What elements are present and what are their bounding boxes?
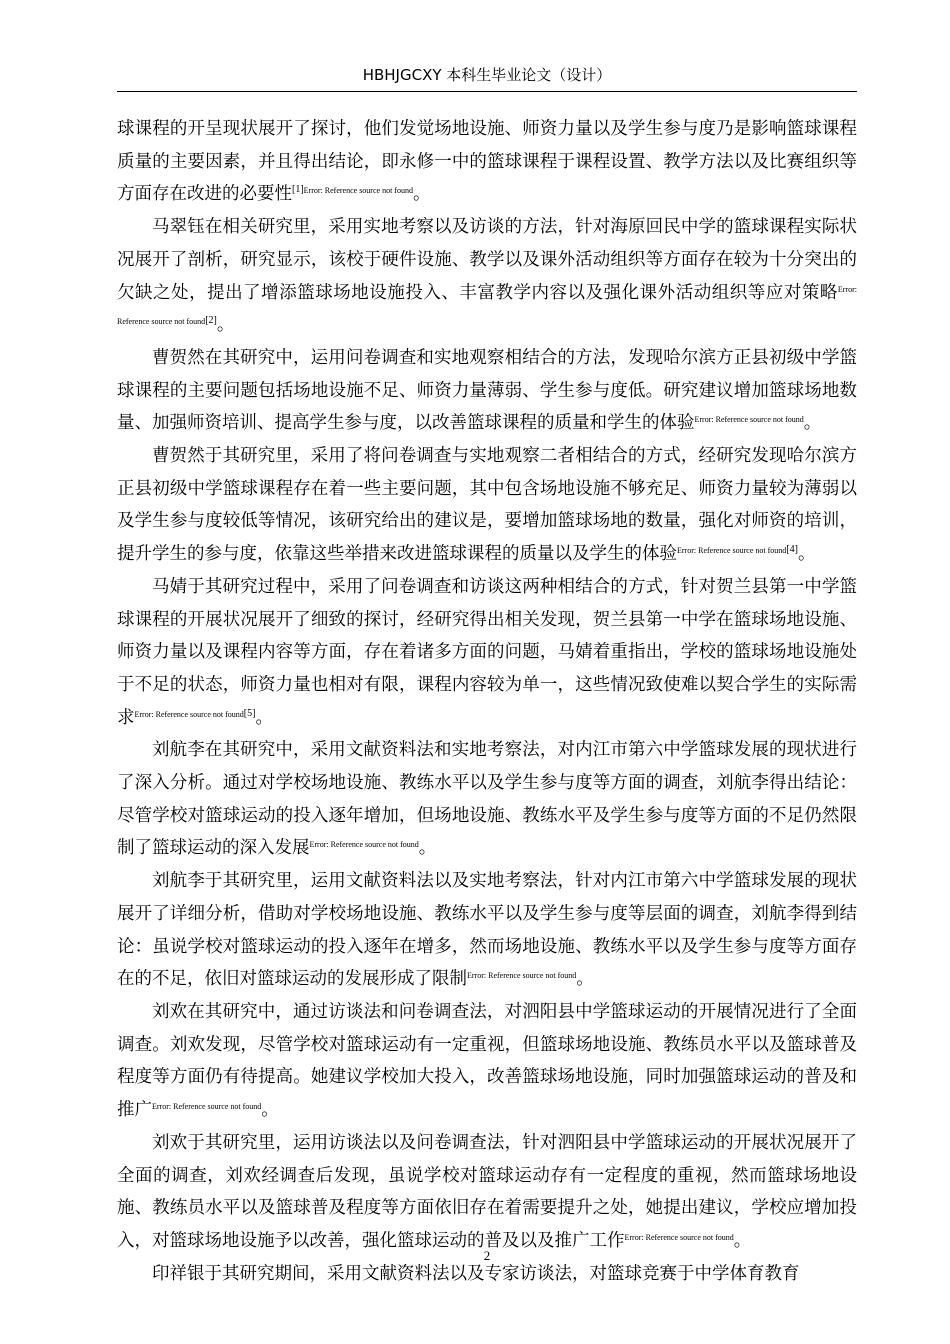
paragraph-end: 。 xyxy=(733,1230,752,1251)
paragraph-text: 刘航李于其研究里，运用文献资料法以及实地考察法，针对内江市第六中学篮球发展的现状展开了详细分析，借助对学校场地设施、教练水平以及学生参与度等层面的调查，刘航李得到结论：虽说学校对篮球运动的投入逐年在增多，然而场地设施、教练水平以及学生参与度等方面存在的不足，依旧对篮球运动的发展形成了限制 xyxy=(117,871,857,990)
paragraph xyxy=(117,211,857,342)
reference-error: Error: Reference source not found xyxy=(624,1232,734,1242)
page-number: 2 xyxy=(483,1248,491,1263)
reference-error: Error: Reference source not found xyxy=(303,186,413,196)
paragraph-end: 。 xyxy=(412,184,431,205)
paragraph-end: 。 xyxy=(418,838,437,859)
paragraph-end: 。 xyxy=(803,413,822,434)
paragraph-text: 球课程的开呈现状展开了探讨，他们发觉场地设施、师资力量以及学生参与度乃是影响篮球课程质量的主要因素，并且得出结论，即永修一中的篮球课程于课程设置、教学方法以及比赛组织等方面存在改进的必要性 xyxy=(117,119,857,205)
paragraph-text: 曹贺然在其研究中，运用问卷调查和实地观察相结合的方法，发现哈尔滨方正县初级中学篮球课程的主要问题包括场地设施不足、师资力量薄弱、学生参与度低。研究建议增加篮球场地数量、加强师资培训、提高学生参与度，以改善篮球课程的质量和学生的体验 xyxy=(117,347,857,434)
paragraph xyxy=(117,113,857,211)
reference-error: Error: Reference source not found xyxy=(117,284,857,327)
citation-ref: [4] xyxy=(786,544,798,556)
paragraph xyxy=(117,996,857,1127)
paragraph-end: 。 xyxy=(216,315,235,336)
citation-ref: [2] xyxy=(205,315,217,327)
paragraph-text: 马婧于其研究过程中，采用了问卷调查和访谈这两种相结合的方式，针对贺兰县第一中学篮球课程的开展状况展开了细致的探讨，经研究得出相关发现，贺兰县第一中学在篮球场地设施、师资力量以及课程内容等方面，存在着诸多方面的问题，马婧着重指出，学校的篮球场地设施处于不足的状态，师资力量也相对有限，课程内容较为单一，这些情况致使难以契合学生的实际需求 xyxy=(117,576,857,728)
paragraph xyxy=(117,342,857,440)
paragraph xyxy=(117,1127,857,1258)
reference-error: Error: Reference source not found xyxy=(467,971,577,981)
paragraph xyxy=(117,440,857,571)
paragraph xyxy=(117,571,857,735)
paragraph-text: 曹贺然于其研究里，采用了将问卷调查与实地观察二者相结合的方式，经研究发现哈尔滨方正县初级中学篮球课程存在着一些主要问题，其中包含场地设施不够充足、师资力量较为薄弱以及学生参与度较低等情况，该研究给出的建议是，要增加篮球场地的数量，强化对师资的培训，提升学生的参与度，依靠这些举措来改进篮球课程的质量以及学生的体验 xyxy=(117,446,857,565)
paragraph-end: 。 xyxy=(576,969,594,990)
paragraph-text: 刘欢于其研究里，运用访谈法以及问卷调查法，针对泗阳县中学篮球运动的开展状况展开了全面的调查，刘欢经调查后发现，虽说学校对篮球运动存有一定程度的重视，然而篮球场地设施、教练员水平以及篮球普及程度等方面依旧存在着需要提升之处，她提出建议，学校应增加投入，对篮球场地设施予以改善，强化篮球运动的普及以及推广工作 xyxy=(117,1132,857,1251)
citation-ref: [1] xyxy=(292,184,304,196)
paragraph-text: 刘航李在其研究中，采用文献资料法和实地考察法，对内江市第六中学篮球发展的现状进行了深入分析。通过对学校场地设施、教练水平以及学生参与度等方面的调查，刘航李得出结论：尽管学校对篮球运动的投入逐年增加，但场地设施、教练水平及学生参与度等方面的不足仍然限制了篮球运动的深入发展 xyxy=(117,740,857,859)
paragraph-text: 刘欢在其研究中，通过访谈法和问卷调查法，对泗阳县中学篮球运动的开展情况进行了全面调查。刘欢发现，尽管学校对篮球运动有一定重视，但篮球场地设施、教练员水平以及篮球普及程度等方面仍有待提高。她建议学校加大投入，改善篮球场地设施，同时加强篮球运动的普及和推广 xyxy=(117,1001,857,1121)
citation-ref: [5] xyxy=(243,707,256,719)
document-body xyxy=(117,113,857,1290)
page-header: HBHJGCXY 本科生毕业论文（设计） xyxy=(362,66,612,84)
reference-error: Error: Reference source not found xyxy=(677,546,787,556)
paragraph-end: 。 xyxy=(261,1100,279,1121)
paragraph-end: 。 xyxy=(797,544,816,565)
paragraph-text: 印祥银于其研究期间，采用文献资料法以及专家访谈法，对篮球竞赛于中学体育教育 xyxy=(152,1263,800,1284)
header-divider xyxy=(117,91,857,92)
reference-error: Error: Reference source not found xyxy=(152,1102,262,1112)
paragraph xyxy=(117,734,857,865)
paragraph-end: 。 xyxy=(255,707,273,728)
reference-error: Error: Reference source not found xyxy=(134,709,244,719)
paragraph-text: 马翠钰在相关研究里，采用实地考察以及访谈的方法，针对海原回民中学的篮球课程实际状况展开了剖析，研究显示，该校于硬件设施、教学以及课外活动组织等方面存在较为十分突出的欠缺之处，提出了增添篮球场地设施投入、丰富教学内容以及强化课外活动组织等应对策略 xyxy=(117,217,857,303)
reference-error: Error: Reference source not found xyxy=(309,840,419,850)
reference-error: Error: Reference source not found xyxy=(694,415,804,425)
paragraph xyxy=(117,865,857,996)
